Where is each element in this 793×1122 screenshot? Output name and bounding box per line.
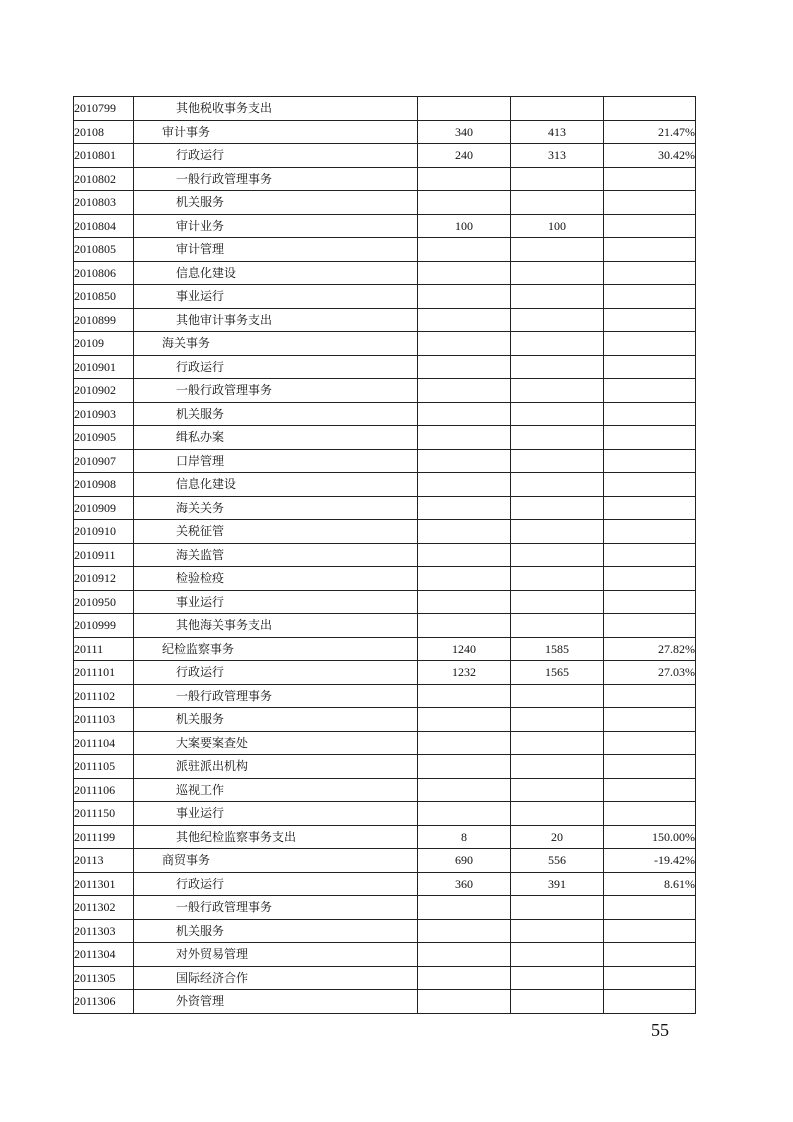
budget-value-cell (418, 943, 511, 967)
page-number: 55 (651, 1020, 669, 1040)
table-row (74, 684, 696, 708)
budget-value-cell (418, 97, 511, 121)
table-row (74, 449, 696, 473)
subject-code-cell: 2011104 (74, 731, 134, 755)
budget-value-cell: 340 (418, 120, 511, 144)
growth-rate-cell (604, 919, 696, 943)
budget-value-cell (418, 261, 511, 285)
subject-name-cell: 行政运行 (134, 661, 418, 685)
subject-name-cell: 派驻派出机构 (134, 755, 418, 779)
subject-name-cell: 机关服务 (134, 919, 418, 943)
actual-value-cell: 391 (511, 872, 604, 896)
table-row (74, 473, 696, 497)
table-row (74, 543, 696, 567)
subject-code-cell: 2010903 (74, 402, 134, 426)
table-row (74, 567, 696, 591)
actual-value-cell (511, 802, 604, 826)
table-row (74, 308, 696, 332)
table-row (74, 426, 696, 450)
subject-name-cell: 其他海关事务支出 (134, 614, 418, 638)
subject-name-cell: 关税征管 (134, 520, 418, 544)
actual-value-cell (511, 543, 604, 567)
growth-rate-cell (604, 731, 696, 755)
growth-rate-cell (604, 496, 696, 520)
subject-code-cell: 2011102 (74, 684, 134, 708)
actual-value-cell: 1565 (511, 661, 604, 685)
subject-code-cell: 2010806 (74, 261, 134, 285)
budget-value-cell (418, 731, 511, 755)
subject-name-cell: 行政运行 (134, 355, 418, 379)
growth-rate-cell (604, 97, 696, 121)
table-row (74, 614, 696, 638)
subject-code-cell: 2011302 (74, 896, 134, 920)
actual-value-cell (511, 426, 604, 450)
subject-name-cell: 事业运行 (134, 590, 418, 614)
actual-value-cell (511, 708, 604, 732)
budget-value-cell (418, 473, 511, 497)
actual-value-cell (511, 261, 604, 285)
table-row (74, 238, 696, 262)
subject-name-cell: 审计事务 (134, 120, 418, 144)
actual-value-cell (511, 285, 604, 309)
growth-rate-cell (604, 402, 696, 426)
actual-value-cell: 413 (511, 120, 604, 144)
growth-rate-cell (604, 755, 696, 779)
table-row (74, 355, 696, 379)
budget-value-cell: 8 (418, 825, 511, 849)
table-row (74, 919, 696, 943)
actual-value-cell (511, 567, 604, 591)
subject-name-cell: 行政运行 (134, 144, 418, 168)
actual-value-cell (511, 966, 604, 990)
table-row (74, 402, 696, 426)
actual-value-cell (511, 97, 604, 121)
subject-name-cell: 信息化建设 (134, 261, 418, 285)
actual-value-cell (511, 614, 604, 638)
actual-value-cell (511, 379, 604, 403)
table-row (74, 896, 696, 920)
budget-value-cell (418, 285, 511, 309)
budget-value-cell: 1232 (418, 661, 511, 685)
subject-code-cell: 2010801 (74, 144, 134, 168)
growth-rate-cell (604, 990, 696, 1014)
actual-value-cell (511, 167, 604, 191)
subject-name-cell: 商贸事务 (134, 849, 418, 873)
subject-name-cell: 一般行政管理事务 (134, 896, 418, 920)
budget-value-cell (418, 778, 511, 802)
table-row (74, 97, 696, 121)
subject-code-cell: 20113 (74, 849, 134, 873)
table-row (74, 966, 696, 990)
actual-value-cell: 556 (511, 849, 604, 873)
budget-value-cell (418, 355, 511, 379)
budget-value-cell (418, 191, 511, 215)
budget-value-cell: 360 (418, 872, 511, 896)
actual-value-cell (511, 332, 604, 356)
budget-value-cell (418, 802, 511, 826)
subject-name-cell: 一般行政管理事务 (134, 167, 418, 191)
actual-value-cell (511, 755, 604, 779)
subject-code-cell: 2011199 (74, 825, 134, 849)
subject-code-cell: 2011105 (74, 755, 134, 779)
budget-value-cell (418, 919, 511, 943)
table-row (74, 214, 696, 238)
budget-value-cell (418, 449, 511, 473)
subject-code-cell: 2010902 (74, 379, 134, 403)
subject-name-cell: 检验检疫 (134, 567, 418, 591)
growth-rate-cell (604, 943, 696, 967)
subject-code-cell: 2010909 (74, 496, 134, 520)
subject-name-cell: 海关关务 (134, 496, 418, 520)
growth-rate-cell (604, 261, 696, 285)
subject-name-cell: 事业运行 (134, 285, 418, 309)
subject-code-cell: 2010805 (74, 238, 134, 262)
subject-code-cell: 2010907 (74, 449, 134, 473)
subject-code-cell: 2010802 (74, 167, 134, 191)
actual-value-cell (511, 402, 604, 426)
subject-code-cell: 2010799 (74, 97, 134, 121)
growth-rate-cell (604, 896, 696, 920)
table-row (74, 661, 696, 685)
budget-value-cell (418, 614, 511, 638)
table-row (74, 167, 696, 191)
growth-rate-cell (604, 684, 696, 708)
budget-value-cell: 240 (418, 144, 511, 168)
table-row (74, 802, 696, 826)
subject-code-cell: 2010901 (74, 355, 134, 379)
subject-name-cell: 大案要案查处 (134, 731, 418, 755)
subject-code-cell: 2011101 (74, 661, 134, 685)
table-row (74, 637, 696, 661)
subject-name-cell: 一般行政管理事务 (134, 684, 418, 708)
table-row (74, 778, 696, 802)
subject-code-cell: 20111 (74, 637, 134, 661)
subject-code-cell: 2010912 (74, 567, 134, 591)
table-row (74, 825, 696, 849)
table-row (74, 872, 696, 896)
subject-code-cell: 20109 (74, 332, 134, 356)
actual-value-cell (511, 473, 604, 497)
table-row (74, 379, 696, 403)
subject-name-cell: 缉私办案 (134, 426, 418, 450)
budget-value-cell (418, 402, 511, 426)
actual-value-cell (511, 238, 604, 262)
subject-code-cell: 2010908 (74, 473, 134, 497)
budget-value-cell (418, 708, 511, 732)
subject-name-cell: 机关服务 (134, 402, 418, 426)
growth-rate-cell (604, 473, 696, 497)
table-row (74, 990, 696, 1014)
table-row (74, 943, 696, 967)
subject-name-cell: 纪检监察事务 (134, 637, 418, 661)
growth-rate-cell: 21.47% (604, 120, 696, 144)
table-row (74, 120, 696, 144)
table-row (74, 285, 696, 309)
subject-code-cell: 2010911 (74, 543, 134, 567)
budget-value-cell (418, 543, 511, 567)
subject-code-cell: 2010905 (74, 426, 134, 450)
subject-code-cell: 2011305 (74, 966, 134, 990)
growth-rate-cell (604, 520, 696, 544)
budget-value-cell (418, 567, 511, 591)
subject-code-cell: 2010803 (74, 191, 134, 215)
actual-value-cell: 20 (511, 825, 604, 849)
table-row (74, 261, 696, 285)
budget-value-cell (418, 332, 511, 356)
growth-rate-cell (604, 355, 696, 379)
subject-code-cell: 2011304 (74, 943, 134, 967)
subject-name-cell: 其他纪检监察事务支出 (134, 825, 418, 849)
growth-rate-cell (604, 285, 696, 309)
subject-name-cell: 一般行政管理事务 (134, 379, 418, 403)
growth-rate-cell (604, 802, 696, 826)
actual-value-cell (511, 308, 604, 332)
growth-rate-cell (604, 614, 696, 638)
subject-name-cell: 巡视工作 (134, 778, 418, 802)
budget-table-body (74, 97, 696, 1014)
subject-code-cell: 2011301 (74, 872, 134, 896)
table-row (74, 731, 696, 755)
actual-value-cell (511, 731, 604, 755)
subject-code-cell: 2011150 (74, 802, 134, 826)
growth-rate-cell (604, 543, 696, 567)
subject-code-cell: 2011103 (74, 708, 134, 732)
subject-code-cell: 2010910 (74, 520, 134, 544)
budget-value-cell (418, 590, 511, 614)
actual-value-cell: 100 (511, 214, 604, 238)
growth-rate-cell (604, 966, 696, 990)
growth-rate-cell (604, 308, 696, 332)
actual-value-cell (511, 990, 604, 1014)
subject-code-cell: 2011306 (74, 990, 134, 1014)
actual-value-cell (511, 520, 604, 544)
budget-value-cell: 1240 (418, 637, 511, 661)
subject-name-cell: 机关服务 (134, 191, 418, 215)
growth-rate-cell: 30.42% (604, 144, 696, 168)
actual-value-cell (511, 778, 604, 802)
table-row (74, 849, 696, 873)
growth-rate-cell: 27.03% (604, 661, 696, 685)
budget-value-cell (418, 308, 511, 332)
growth-rate-cell: 27.82% (604, 637, 696, 661)
growth-rate-cell: -19.42% (604, 849, 696, 873)
actual-value-cell (511, 896, 604, 920)
budget-value-cell (418, 167, 511, 191)
subject-name-cell: 外资管理 (134, 990, 418, 1014)
subject-name-cell: 对外贸易管理 (134, 943, 418, 967)
subject-code-cell: 20108 (74, 120, 134, 144)
subject-code-cell: 2011106 (74, 778, 134, 802)
subject-code-cell: 2010850 (74, 285, 134, 309)
subject-name-cell: 海关监管 (134, 543, 418, 567)
subject-name-cell: 机关服务 (134, 708, 418, 732)
subject-code-cell: 2010804 (74, 214, 134, 238)
subject-code-cell: 2010899 (74, 308, 134, 332)
subject-name-cell: 其他审计事务支出 (134, 308, 418, 332)
actual-value-cell (511, 590, 604, 614)
subject-name-cell: 国际经济合作 (134, 966, 418, 990)
table-row (74, 708, 696, 732)
growth-rate-cell (604, 567, 696, 591)
budget-value-cell: 100 (418, 214, 511, 238)
growth-rate-cell (604, 379, 696, 403)
budget-value-cell (418, 684, 511, 708)
subject-name-cell: 审计管理 (134, 238, 418, 262)
growth-rate-cell (604, 332, 696, 356)
subject-name-cell: 其他税收事务支出 (134, 97, 418, 121)
actual-value-cell (511, 684, 604, 708)
budget-value-cell (418, 966, 511, 990)
growth-rate-cell: 150.00% (604, 825, 696, 849)
growth-rate-cell (604, 191, 696, 215)
actual-value-cell (511, 355, 604, 379)
budget-value-cell (418, 238, 511, 262)
actual-value-cell (511, 449, 604, 473)
actual-value-cell (511, 919, 604, 943)
subject-code-cell: 2011303 (74, 919, 134, 943)
growth-rate-cell (604, 778, 696, 802)
growth-rate-cell (604, 167, 696, 191)
table-row (74, 755, 696, 779)
budget-value-cell (418, 896, 511, 920)
budget-value-cell: 690 (418, 849, 511, 873)
table-row (74, 191, 696, 215)
actual-value-cell (511, 191, 604, 215)
actual-value-cell (511, 496, 604, 520)
budget-value-cell (418, 496, 511, 520)
actual-value-cell: 313 (511, 144, 604, 168)
subject-name-cell: 审计业务 (134, 214, 418, 238)
growth-rate-cell (604, 214, 696, 238)
budget-value-cell (418, 755, 511, 779)
growth-rate-cell (604, 449, 696, 473)
budget-table (73, 96, 696, 1014)
actual-value-cell: 1585 (511, 637, 604, 661)
subject-name-cell: 信息化建设 (134, 473, 418, 497)
table-row (74, 496, 696, 520)
budget-value-cell (418, 379, 511, 403)
growth-rate-cell: 8.61% (604, 872, 696, 896)
budget-value-cell (418, 426, 511, 450)
growth-rate-cell (604, 238, 696, 262)
budget-value-cell (418, 990, 511, 1014)
growth-rate-cell (604, 426, 696, 450)
subject-name-cell: 海关事务 (134, 332, 418, 356)
subject-name-cell: 行政运行 (134, 872, 418, 896)
subject-code-cell: 2010999 (74, 614, 134, 638)
subject-code-cell: 2010950 (74, 590, 134, 614)
subject-name-cell: 口岸管理 (134, 449, 418, 473)
table-row (74, 144, 696, 168)
table-row (74, 590, 696, 614)
subject-name-cell: 事业运行 (134, 802, 418, 826)
growth-rate-cell (604, 708, 696, 732)
table-row (74, 520, 696, 544)
table-row (74, 332, 696, 356)
budget-value-cell (418, 520, 511, 544)
actual-value-cell (511, 943, 604, 967)
growth-rate-cell (604, 590, 696, 614)
